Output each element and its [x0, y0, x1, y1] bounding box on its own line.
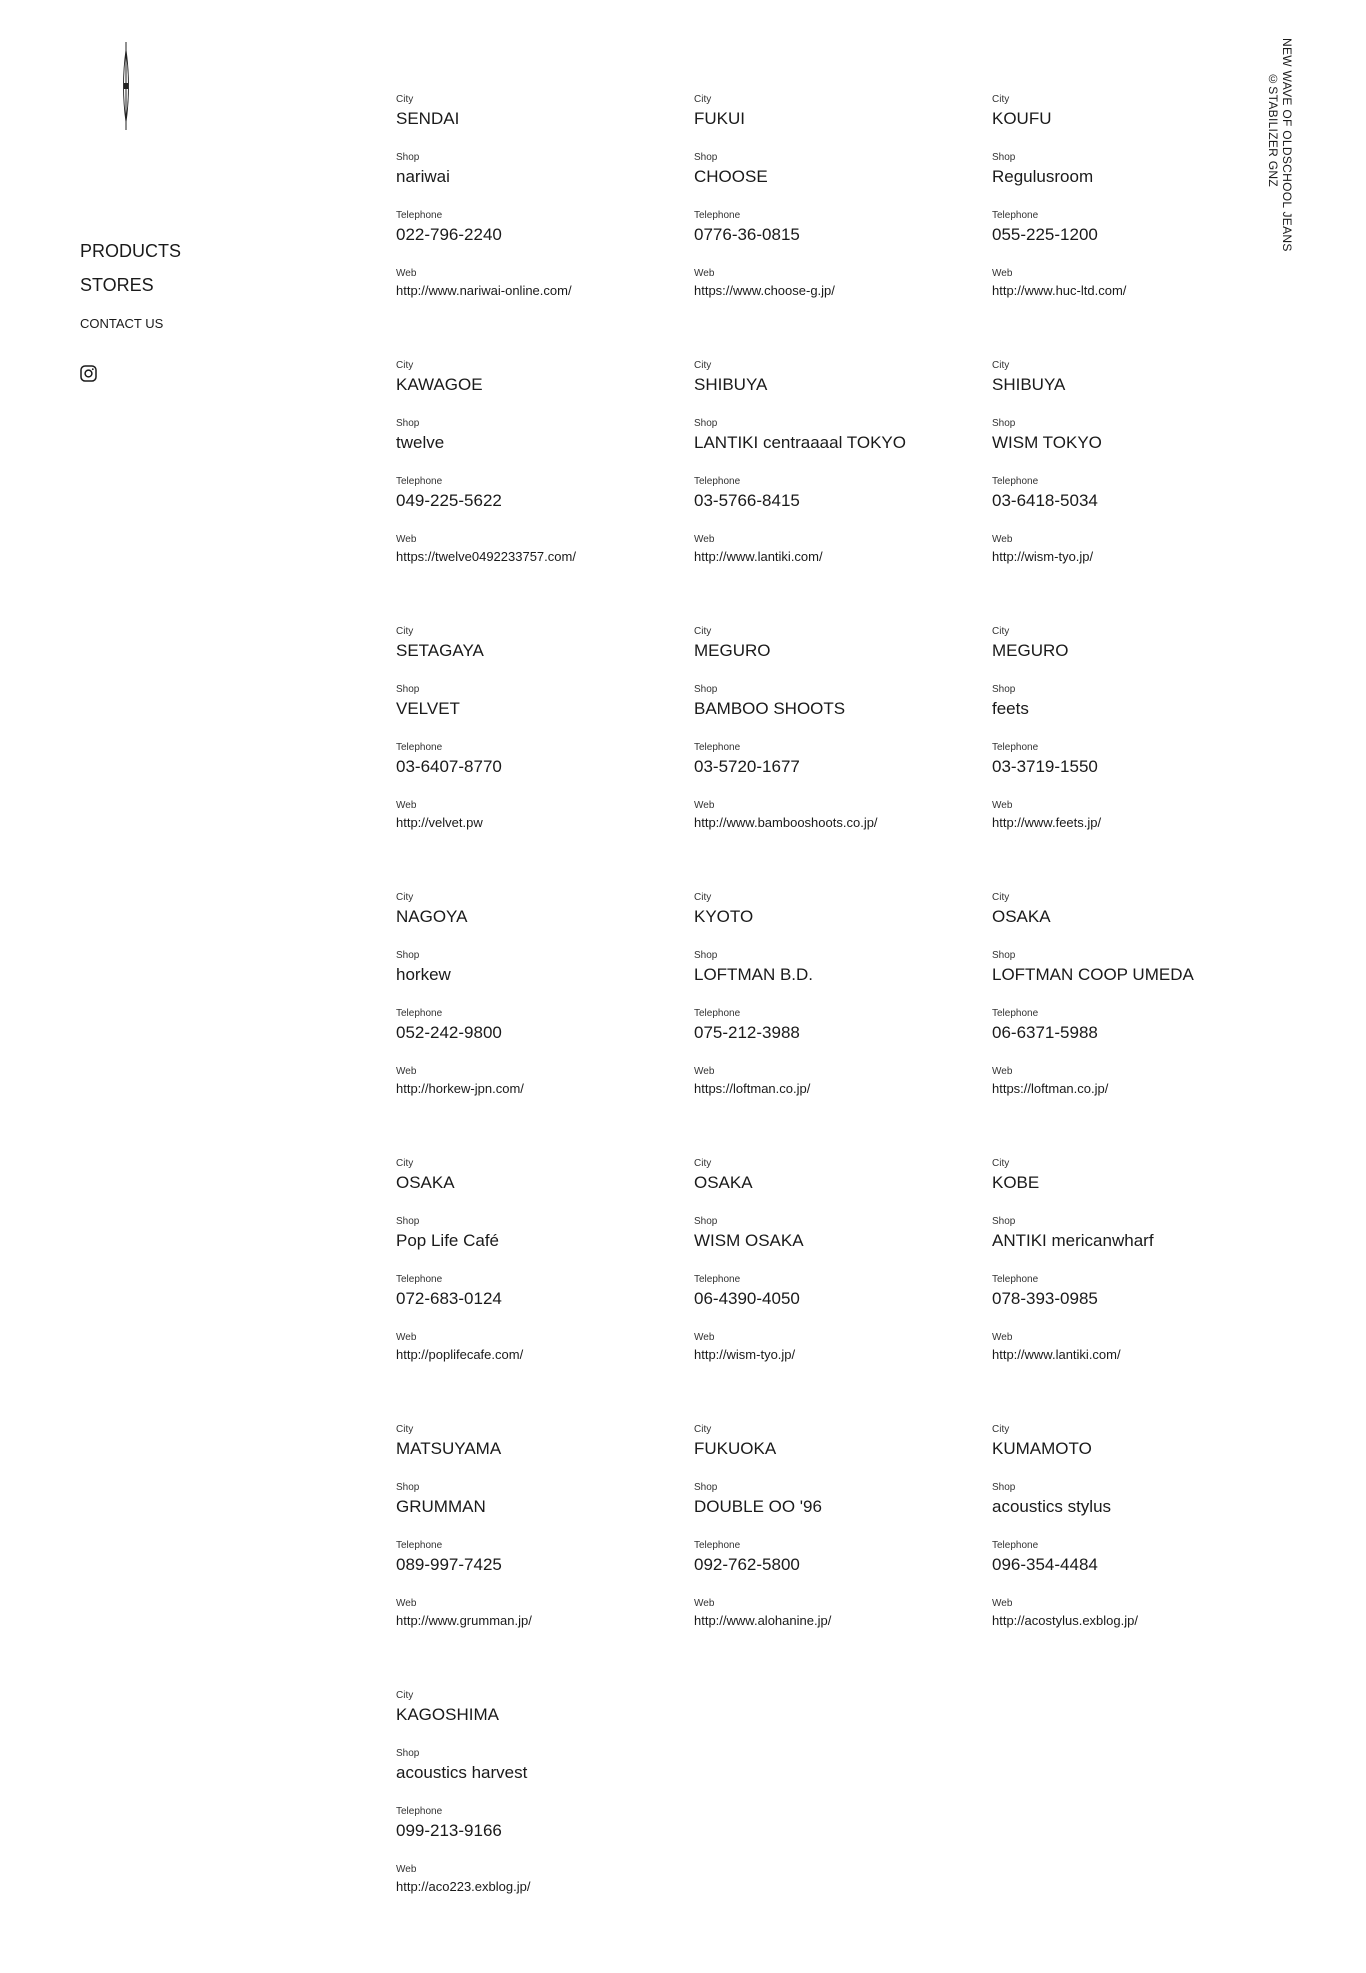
- shop-label: Shop: [396, 152, 420, 163]
- store-city: MEGURO: [992, 641, 1069, 660]
- main-nav: [80, 234, 181, 334]
- instagram-link[interactable]: [80, 365, 97, 382]
- store-telephone: 072-683-0124: [396, 1289, 502, 1308]
- store-web-link[interactable]: http://aco223.exblog.jp/: [396, 1879, 531, 1894]
- city-label: City: [396, 1690, 414, 1701]
- city-label: City: [694, 1158, 712, 1169]
- shop-label: Shop: [992, 152, 1016, 163]
- store-card: [694, 1158, 992, 1424]
- store-telephone: 096-354-4484: [992, 1555, 1098, 1574]
- web-label: Web: [694, 1598, 715, 1609]
- telephone-label: Telephone: [396, 1274, 443, 1285]
- store-card: [694, 626, 992, 892]
- store-card: [992, 626, 1290, 892]
- shop-label: Shop: [694, 152, 718, 163]
- store-card: [396, 1424, 694, 1690]
- store-telephone: 06-6371-5988: [992, 1023, 1098, 1042]
- store-telephone: 022-796-2240: [396, 225, 502, 244]
- store-telephone: 03-5720-1677: [694, 757, 800, 776]
- store-web-link[interactable]: http://www.lantiki.com/: [694, 549, 823, 564]
- telephone-label: Telephone: [992, 742, 1039, 753]
- store-telephone: 078-393-0985: [992, 1289, 1098, 1308]
- store-shop: LOFTMAN B.D.: [694, 965, 814, 984]
- store-telephone: 075-212-3988: [694, 1023, 800, 1042]
- tagline: NEW WAVE OF OLDSCHOOL JEANS: [1280, 38, 1294, 252]
- store-card: [396, 892, 694, 1158]
- shop-label: Shop: [992, 1482, 1016, 1493]
- telephone-label: Telephone: [396, 476, 443, 487]
- shop-label: Shop: [694, 418, 718, 429]
- store-card: [694, 360, 992, 626]
- logo-mark-icon: [119, 42, 133, 130]
- store-web-link[interactable]: http://wism-tyo.jp/: [694, 1347, 796, 1362]
- store-telephone: 0776-36-0815: [694, 225, 800, 244]
- city-label: City: [396, 626, 414, 637]
- store-shop: LOFTMAN COOP UMEDA: [992, 965, 1194, 984]
- instagram-icon: [80, 365, 97, 382]
- store-shop: WISM OSAKA: [694, 1231, 804, 1250]
- store-city: KAGOSHIMA: [396, 1705, 499, 1724]
- web-label: Web: [992, 1066, 1013, 1077]
- store-web-link[interactable]: http://horkew-jpn.com/: [396, 1081, 524, 1096]
- store-card: [992, 892, 1290, 1158]
- store-web-link[interactable]: http://www.feets.jp/: [992, 815, 1102, 830]
- store-web-link[interactable]: http://www.lantiki.com/: [992, 1347, 1121, 1362]
- shop-label: Shop: [694, 950, 718, 961]
- city-label: City: [396, 892, 414, 903]
- web-label: Web: [396, 1066, 417, 1077]
- telephone-label: Telephone: [396, 1008, 443, 1019]
- store-shop: CHOOSE: [694, 167, 768, 186]
- web-label: Web: [694, 268, 715, 279]
- city-label: City: [396, 1424, 414, 1435]
- store-telephone: 055-225-1200: [992, 225, 1098, 244]
- store-web-link[interactable]: http://www.bambooshoots.co.jp/: [694, 815, 878, 830]
- city-label: City: [396, 1158, 414, 1169]
- copyright: ©STABILIZER GNZ: [1266, 72, 1280, 187]
- store-shop: twelve: [396, 433, 445, 452]
- store-web-link[interactable]: http://poplifecafe.com/: [396, 1347, 524, 1362]
- telephone-label: Telephone: [992, 1274, 1039, 1285]
- store-web-link[interactable]: http://www.nariwai-online.com/: [396, 283, 572, 298]
- city-label: City: [992, 1424, 1010, 1435]
- store-shop: horkew: [396, 965, 451, 984]
- shop-label: Shop: [396, 1216, 420, 1227]
- store-city: OSAKA: [694, 1173, 753, 1192]
- store-city: SETAGAYA: [396, 641, 484, 660]
- store-web-link[interactable]: https://loftman.co.jp/: [992, 1081, 1109, 1096]
- web-label: Web: [396, 534, 417, 545]
- web-label: Web: [694, 1332, 715, 1343]
- store-telephone: 089-997-7425: [396, 1555, 502, 1574]
- shop-label: Shop: [396, 684, 420, 695]
- city-label: City: [694, 626, 712, 637]
- shop-label: Shop: [992, 684, 1016, 695]
- store-shop: Pop Life Café: [396, 1231, 500, 1250]
- store-shop: GRUMMAN: [396, 1497, 486, 1516]
- web-label: Web: [992, 800, 1013, 811]
- web-label: Web: [992, 1598, 1013, 1609]
- shop-label: Shop: [694, 1482, 718, 1493]
- store-web-link[interactable]: https://loftman.co.jp/: [694, 1081, 811, 1096]
- city-label: City: [396, 360, 414, 371]
- store-card: [396, 1690, 694, 1956]
- telephone-label: Telephone: [396, 1540, 443, 1551]
- store-card: [396, 1158, 694, 1424]
- web-label: Web: [396, 1598, 417, 1609]
- store-shop: acoustics stylus: [992, 1497, 1112, 1516]
- shop-label: Shop: [396, 1748, 420, 1759]
- nav-contact-us[interactable]: CONTACT US: [80, 316, 164, 331]
- city-label: City: [992, 1158, 1010, 1169]
- shop-label: Shop: [694, 1216, 718, 1227]
- store-card: [992, 360, 1290, 626]
- store-shop: nariwai: [396, 167, 450, 186]
- web-label: Web: [992, 534, 1013, 545]
- web-label: Web: [396, 800, 417, 811]
- store-telephone: 092-762-5800: [694, 1555, 800, 1574]
- store-shop: BAMBOO SHOOTS: [694, 699, 846, 718]
- store-city: SENDAI: [396, 109, 460, 128]
- store-city: OSAKA: [992, 907, 1051, 926]
- store-web-link[interactable]: http://acostylus.exblog.jp/: [992, 1613, 1138, 1628]
- city-label: City: [992, 360, 1010, 371]
- store-web-link[interactable]: http://www.huc-ltd.com/: [992, 283, 1127, 298]
- store-telephone: 03-5766-8415: [694, 491, 800, 510]
- telephone-label: Telephone: [992, 476, 1039, 487]
- shop-label: Shop: [694, 684, 718, 695]
- store-telephone: 03-6407-8770: [396, 757, 502, 776]
- shop-label: Shop: [992, 1216, 1016, 1227]
- store-shop: ANTIKI mericanwharf: [992, 1231, 1154, 1250]
- store-web-link[interactable]: http://www.grumman.jp/: [396, 1613, 532, 1628]
- store-telephone: 06-4390-4050: [694, 1289, 800, 1308]
- store-city: FUKUI: [694, 109, 745, 128]
- brand-logo[interactable]: [119, 42, 133, 130]
- nav-products[interactable]: PRODUCTS: [80, 241, 182, 261]
- web-label: Web: [694, 1066, 715, 1077]
- store-card: [396, 626, 694, 892]
- store-card: [992, 1424, 1290, 1690]
- store-card: [694, 892, 992, 1158]
- store-city: SHIBUYA: [992, 375, 1066, 394]
- store-city: KOUFU: [992, 109, 1052, 128]
- telephone-label: Telephone: [694, 1540, 741, 1551]
- store-telephone: 03-6418-5034: [992, 491, 1098, 510]
- telephone-label: Telephone: [396, 210, 443, 221]
- store-web-link[interactable]: http://velvet.pw: [396, 815, 483, 830]
- store-city: KOBE: [992, 1173, 1040, 1192]
- store-card: [396, 94, 694, 360]
- city-label: City: [694, 94, 712, 105]
- store-city: SHIBUYA: [694, 375, 768, 394]
- store-card: [396, 360, 694, 626]
- telephone-label: Telephone: [992, 1540, 1039, 1551]
- telephone-label: Telephone: [694, 1274, 741, 1285]
- nav-stores[interactable]: STORES: [80, 275, 154, 295]
- store-web-link[interactable]: http://wism-tyo.jp/: [992, 549, 1094, 564]
- store-list: [396, 94, 1296, 1956]
- city-label: City: [992, 94, 1010, 105]
- shop-label: Shop: [992, 950, 1016, 961]
- store-city: NAGOYA: [396, 907, 468, 926]
- store-shop: acoustics harvest: [396, 1763, 528, 1782]
- telephone-label: Telephone: [396, 742, 443, 753]
- telephone-label: Telephone: [694, 210, 741, 221]
- store-card: [992, 1158, 1290, 1424]
- store-card: [992, 94, 1290, 360]
- store-telephone: 052-242-9800: [396, 1023, 502, 1042]
- city-label: City: [396, 94, 414, 105]
- store-telephone: 049-225-5622: [396, 491, 502, 510]
- store-city: KAWAGOE: [396, 375, 483, 394]
- store-city: FUKUOKA: [694, 1439, 777, 1458]
- web-label: Web: [396, 1864, 417, 1875]
- store-city: MATSUYAMA: [396, 1439, 502, 1458]
- store-city: KYOTO: [694, 907, 754, 926]
- telephone-label: Telephone: [992, 210, 1039, 221]
- store-web-link[interactable]: http://www.alohanine.jp/: [694, 1613, 832, 1628]
- store-shop: Regulusroom: [992, 167, 1094, 186]
- telephone-label: Telephone: [694, 476, 741, 487]
- store-city: KUMAMOTO: [992, 1439, 1092, 1458]
- store-telephone: 099-213-9166: [396, 1821, 502, 1840]
- shop-label: Shop: [992, 418, 1016, 429]
- web-label: Web: [694, 800, 715, 811]
- web-label: Web: [396, 1332, 417, 1343]
- city-label: City: [694, 360, 712, 371]
- store-card: [694, 1424, 992, 1690]
- telephone-label: Telephone: [992, 1008, 1039, 1019]
- store-shop: LANTIKI centraaaal TOKYO: [694, 433, 906, 452]
- telephone-label: Telephone: [694, 742, 741, 753]
- store-shop: WISM TOKYO: [992, 433, 1102, 452]
- city-label: City: [992, 626, 1010, 637]
- web-label: Web: [396, 268, 417, 279]
- store-web-link[interactable]: https://www.choose-g.jp/: [694, 283, 835, 298]
- shop-label: Shop: [396, 950, 420, 961]
- store-city: MEGURO: [694, 641, 771, 660]
- shop-label: Shop: [396, 1482, 420, 1493]
- telephone-label: Telephone: [396, 1806, 443, 1817]
- store-shop: DOUBLE OO '96: [694, 1497, 822, 1516]
- web-label: Web: [694, 534, 715, 545]
- store-shop: feets: [992, 699, 1029, 718]
- city-label: City: [694, 892, 712, 903]
- shop-label: Shop: [396, 418, 420, 429]
- web-label: Web: [992, 1332, 1013, 1343]
- store-web-link[interactable]: https://twelve0492233757.com/: [396, 549, 576, 564]
- store-city: OSAKA: [396, 1173, 455, 1192]
- city-label: City: [992, 892, 1010, 903]
- store-shop: VELVET: [396, 699, 460, 718]
- store-telephone: 03-3719-1550: [992, 757, 1098, 776]
- city-label: City: [694, 1424, 712, 1435]
- telephone-label: Telephone: [694, 1008, 741, 1019]
- web-label: Web: [992, 268, 1013, 279]
- store-card: [694, 94, 992, 360]
